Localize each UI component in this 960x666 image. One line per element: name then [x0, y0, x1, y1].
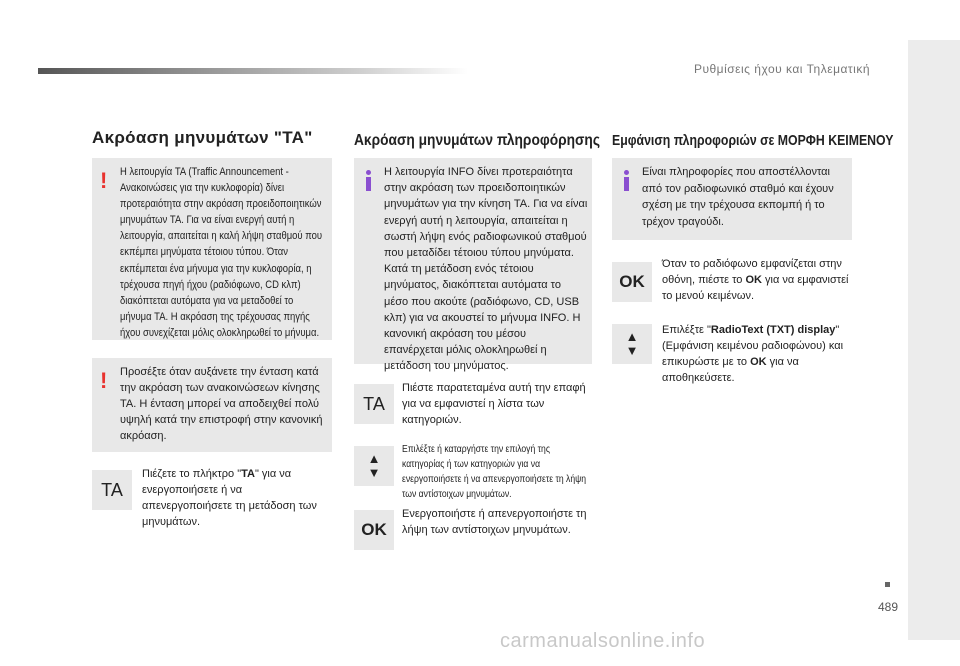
step-ta-key: TA: [241, 468, 255, 480]
ta-key-icon: TA: [92, 470, 132, 510]
page-number: 489: [877, 600, 898, 614]
step-enable-reception: Ενεργοποιήστε ή απενεργοποιήστε τη λήψη των αντίστοιχων μηνυμάτων.: [402, 508, 587, 536]
info-box-radiotext: [612, 158, 852, 240]
step-radiotext-ok: OK: [750, 356, 767, 368]
step-ta-text-pre: Πιέζετε το πλήκτρο ": [142, 468, 242, 480]
title-radiotext: Εμφάνιση πληροφοριών σε ΜΟΡΦΗ ΚΕΙΜΕΝΟΥ: [612, 132, 894, 149]
warning-box-volume: [92, 358, 332, 452]
warning-box-ta: [92, 158, 332, 340]
arrow-down-icon: ▼: [625, 343, 639, 358]
up-down-arrows-icon: [612, 324, 652, 364]
step-open-text-post: για να εμφανιστεί το μενού κειμένων.: [662, 274, 849, 302]
watermark: carmanualsonline.info: [500, 630, 706, 652]
section-header: Ρυθμίσεις ήχου και Τηλεματική: [693, 62, 870, 76]
up-down-arrows-icon: [354, 446, 394, 486]
warning-text-volume: Προσέξτε όταν αυξάνετε την ένταση κατά την ακρόαση των ανακοινώσεων κίνησης TA. Η ένταση μπορεί να αποδειχθεί πολύ υψηλή κατά την επιστροφή στην κανονική ακρόαση.: [120, 366, 323, 442]
step-select-radiotext: [662, 322, 852, 386]
ok-key-icon: OK: [354, 510, 394, 550]
ok-key-icon: OK: [612, 262, 652, 302]
arrow-up-icon: ▲: [625, 329, 639, 344]
warning-icon: !: [100, 168, 108, 193]
info-box-info: [354, 158, 592, 373]
step-radiotext-post: για να αποθηκεύσετε.: [662, 356, 799, 384]
step-open-text-key: OK: [745, 274, 762, 286]
header-gradient-bar: [38, 68, 468, 74]
step-radiotext-pre: Επιλέξτε ": [662, 324, 711, 336]
warning-icon: !: [100, 368, 108, 393]
info-icon: [366, 170, 371, 191]
step-ta-toggle: [142, 466, 332, 530]
title-info-messages: Ακρόαση μηνυμάτων πληροφόρησης: [354, 132, 600, 149]
arrow-down-icon: ▼: [367, 465, 381, 480]
info-text-info: Η λειτουργία INFO δίνει προτεραιότητα στην ακρόαση των προειδοποιητικών μηνυμάτων για την κίνηση TA. Για να είναι ενεργή αυτή η λειτουργία, απαιτείται η σωστή λήψη ενός ραδιοφωνικού σταθμού που μεταδίδει τέτοιου τύπου μηνύματα. Κατά τη μετάδοση ενός τέτοιου μηνύματος, διακόπτεται αυτόματα το μέσο που ακούτε (ραδιόφωνο, CD, USB κλπ) για να ακουστεί το μήνυμα INFO. Η κανονική ακρόαση του μέσου επανέρχεται μόλις ολοκληρωθεί η μετάδοση του μηνύματος.: [384, 166, 588, 373]
info-text-radiotext: Είναι πληροφορίες που αποστέλλονται από τον ραδιοφωνικό σταθμό και έχουν σχέση με την τρέχουσα εκπομπή ή το τρέχον τραγούδι.: [642, 166, 834, 228]
ta-key-icon: TA: [354, 384, 394, 424]
step-open-text-menu: [662, 256, 852, 304]
warning-text-ta: Η λειτουργία TA (Traffic Announcement - Ανακοινώσεις για την κυκλοφορία) δίνει προτεραιότητα στην ακρόαση προειδοποιητικών μηνυμάτων TA. Για να είναι ενεργή αυτή η λειτουργία, απαιτείται η καλή λήψη σταθμού που εκπέμπει μηνύματα τέτοιου τύπου. Όταν εκπέμπεται ένα μήνυμα για την κυκλοφορία, η τρέχουσα πηγή ήχου (ραδιόφωνο, CD κλπ) διακόπτεται αυτόματα για να μεταδοθεί το μήνυμα TA. Η ακρόαση της τρέχουσας πηγής ήχου συνεχίζεται μόλις ολοκληρωθεί το μήνυμα.: [120, 166, 323, 339]
title-ta-messages: Ακρόαση μηνυμάτων "ΤΑ": [92, 128, 313, 147]
info-icon: [624, 170, 629, 191]
step-select-category: Επιλέξτε ή καταργήστε την επιλογή της κατηγορίας ή των κατηγοριών για να ενεργοποιήσετε ή να απενεργοποιήσετε τη λήψη των αντίστοιχων μηνυμάτων.: [402, 444, 587, 500]
arrow-up-icon: ▲: [367, 451, 381, 466]
step-open-text-pre: Όταν το ραδιόφωνο εμφανίζεται στην οθόνη, πιέστε το: [662, 258, 842, 286]
step-category-list: Πιέστε παρατεταμένα αυτή την επαφή για να εμφανιστεί η λίστα των κατηγοριών.: [402, 382, 586, 426]
step-radiotext-key: RadioText (TXT) display: [710, 324, 836, 336]
side-strip: [908, 40, 960, 640]
step-radiotext-mid: " (Εμφάνιση κειμένου ραδιοφώνου) και επικυρώστε με το: [662, 324, 844, 368]
step-ta-text-post: " για να ενεργοποιήσετε ή να απενεργοποιήσετε τη μετάδοση των μηνυμάτων.: [142, 468, 317, 528]
page-marker: [885, 582, 890, 587]
